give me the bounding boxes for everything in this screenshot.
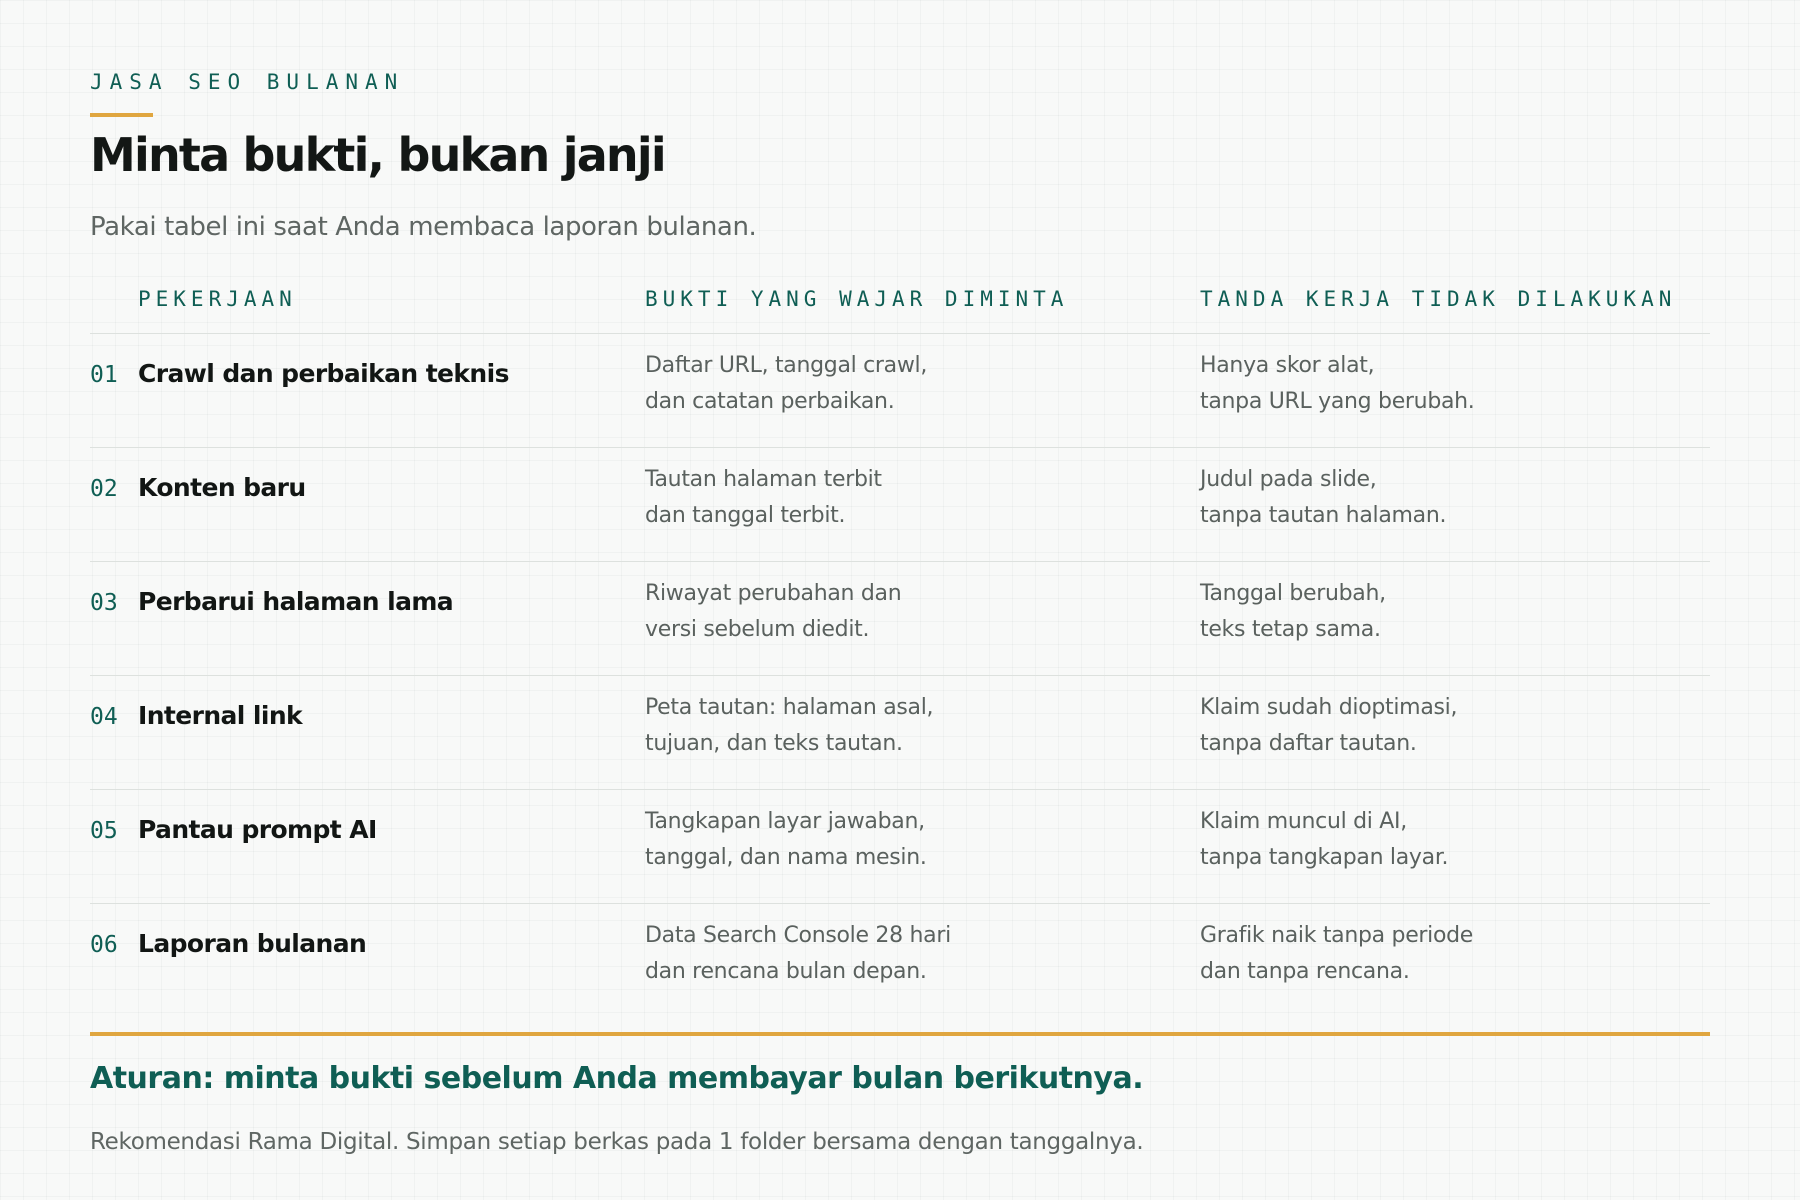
row-sign-line: Judul pada slide,	[1200, 467, 1377, 492]
page-subtitle: Pakai tabel ini saat Anda membaca laporan bulanan.	[90, 212, 757, 242]
row-warning-sign	[1200, 690, 1720, 762]
row-task: Konten baru	[138, 473, 306, 502]
row-sign-line: Hanya skor alat,	[1200, 353, 1375, 378]
row-sign-line: Grafik naik tanpa periode	[1200, 923, 1474, 948]
row-sign-line: tanpa tautan halaman.	[1200, 503, 1447, 528]
footer-divider	[90, 1032, 1710, 1036]
table-header	[90, 287, 1710, 313]
row-proof	[645, 576, 1165, 648]
page	[90, 0, 1710, 1200]
row-proof-line: tanggal, dan nama mesin.	[645, 845, 927, 870]
row-sign-line: tanpa tangkapan layar.	[1200, 845, 1449, 870]
row-proof	[645, 462, 1165, 534]
row-number: 06	[90, 932, 118, 958]
row-sign-line: tanpa daftar tautan.	[1200, 731, 1417, 756]
row-proof-line: versi sebelum diedit.	[645, 617, 870, 642]
row-proof	[645, 348, 1165, 420]
row-number: 01	[90, 362, 118, 388]
table-row	[90, 447, 1710, 561]
table-row	[90, 333, 1710, 447]
row-proof-line: Tangkapan layar jawaban,	[645, 809, 925, 834]
row-proof-line: Data Search Console 28 hari	[645, 923, 951, 948]
row-proof-line: dan tanggal terbit.	[645, 503, 846, 528]
page-title: Minta bukti, bukan janji	[90, 128, 665, 182]
row-proof	[645, 918, 1165, 990]
row-task: Internal link	[138, 701, 303, 730]
row-warning-sign	[1200, 348, 1720, 420]
row-proof-line: dan catatan perbaikan.	[645, 389, 895, 414]
row-sign-line: dan tanpa rencana.	[1200, 959, 1410, 984]
row-sign-line: Klaim muncul di AI,	[1200, 809, 1407, 834]
row-proof-line: Riwayat perubahan dan	[645, 581, 902, 606]
eyebrow-underline	[90, 113, 153, 117]
row-warning-sign	[1200, 918, 1720, 990]
row-sign-line: Klaim sudah dioptimasi,	[1200, 695, 1458, 720]
rule-statement: Aturan: minta bukti sebelum Anda membayar bulan berikutnya.	[90, 1061, 1144, 1096]
table-row	[90, 675, 1710, 789]
row-task: Pantau prompt AI	[138, 815, 377, 844]
table-body	[90, 333, 1710, 1017]
row-proof-line: Peta tautan: halaman asal,	[645, 695, 934, 720]
row-task: Crawl dan perbaikan teknis	[138, 359, 509, 388]
table-row	[90, 903, 1710, 1017]
row-proof	[645, 690, 1165, 762]
table-row	[90, 789, 1710, 903]
eyebrow-label: JASA SEO BULANAN	[90, 70, 405, 94]
row-sign-line: teks tetap sama.	[1200, 617, 1381, 642]
row-number: 05	[90, 818, 118, 844]
column-header-task: PEKERJAAN	[138, 287, 297, 311]
column-header-proof: BUKTI YANG WAJAR DIMINTA	[645, 287, 1069, 311]
row-number: 04	[90, 704, 118, 730]
row-task: Perbarui halaman lama	[138, 587, 454, 616]
row-proof-line: Tautan halaman terbit	[645, 467, 882, 492]
row-number: 02	[90, 476, 118, 502]
row-proof-line: Daftar URL, tanggal crawl,	[645, 353, 928, 378]
row-proof-line: dan rencana bulan depan.	[645, 959, 927, 984]
row-task: Laporan bulanan	[138, 929, 367, 958]
row-warning-sign	[1200, 462, 1720, 534]
row-proof-line: tujuan, dan teks tautan.	[645, 731, 903, 756]
row-warning-sign	[1200, 576, 1720, 648]
footer-note: Rekomendasi Rama Digital. Simpan setiap berkas pada 1 folder bersama dengan tanggalnya.	[90, 1129, 1144, 1155]
row-sign-line: tanpa URL yang berubah.	[1200, 389, 1475, 414]
row-warning-sign	[1200, 804, 1720, 876]
row-proof	[645, 804, 1165, 876]
row-number: 03	[90, 590, 118, 616]
column-header-warning-sign: TANDA KERJA TIDAK DILAKUKAN	[1200, 287, 1677, 311]
row-sign-line: Tanggal berubah,	[1200, 581, 1386, 606]
table-row	[90, 561, 1710, 675]
